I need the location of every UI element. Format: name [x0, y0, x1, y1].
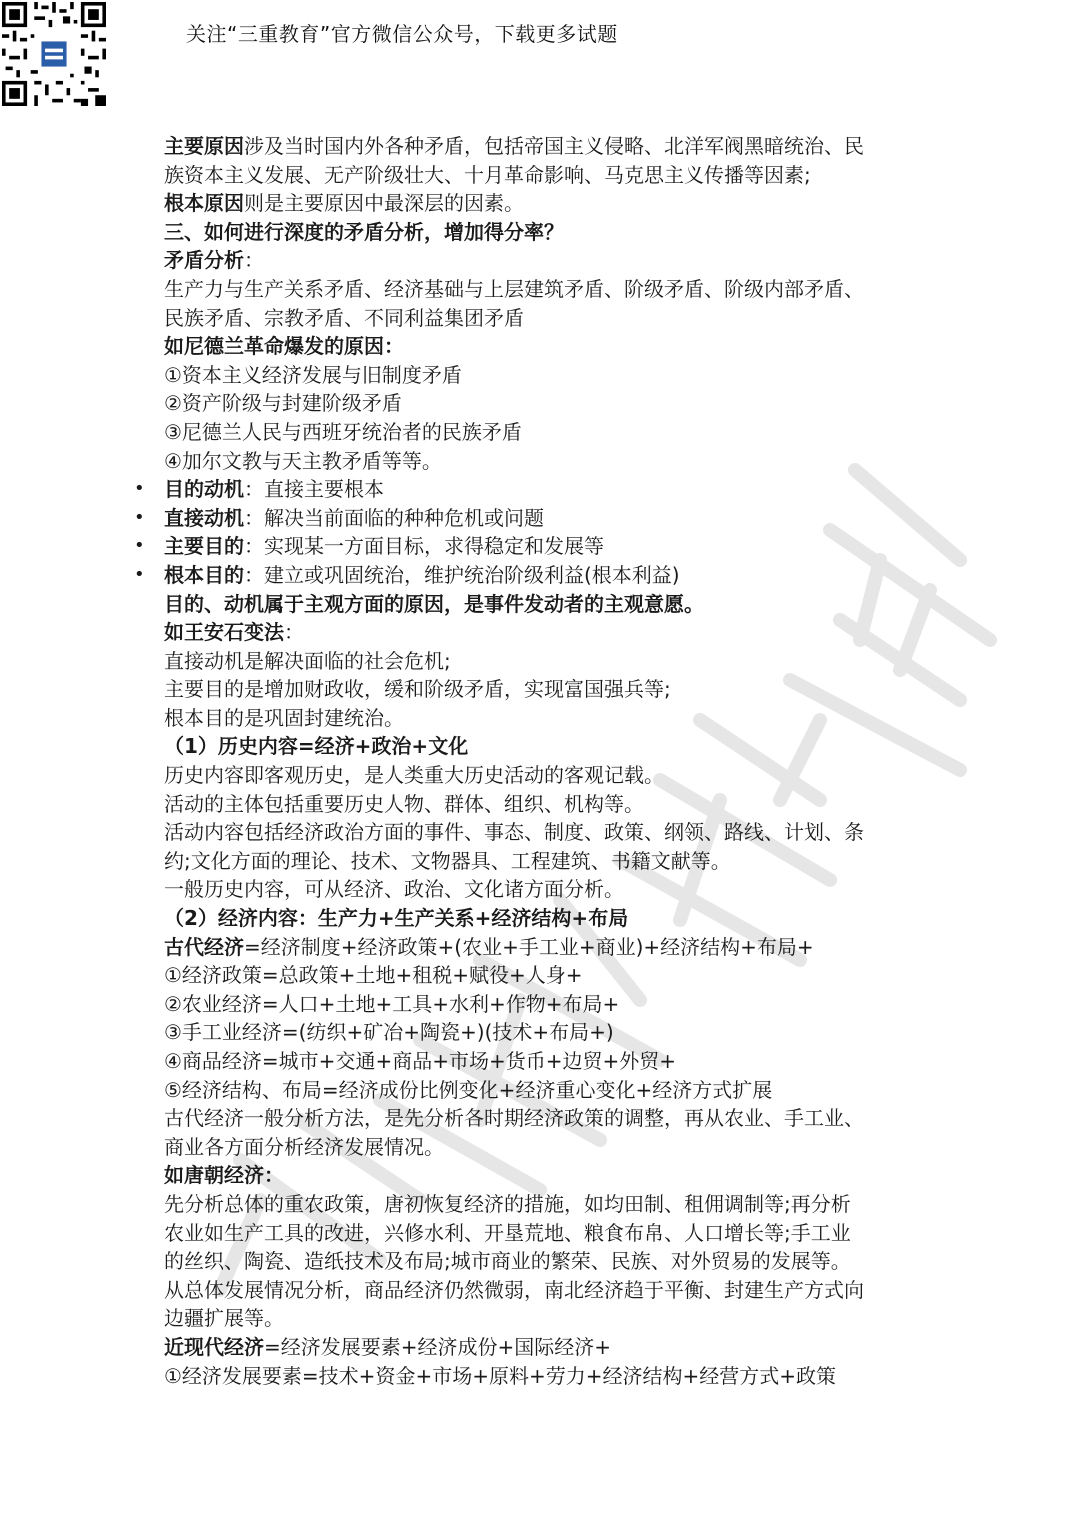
text-line [164, 275, 934, 304]
bullet-dot-icon: • [134, 563, 145, 585]
text-line [164, 1076, 934, 1105]
text-line [164, 1276, 934, 1305]
plain-text: 根本目的是巩固封建统治。 [164, 705, 404, 730]
text-line [164, 246, 934, 275]
text-line [164, 847, 934, 876]
plain-text: ： [284, 620, 304, 645]
text-line [164, 1247, 934, 1276]
bold-text: 如王安石变法 [164, 620, 284, 645]
plain-text: 先分析总体的重农政策，唐初恢复经济的措施，如均田制、租佣调制等;再分析 [164, 1191, 851, 1216]
text-line [164, 990, 934, 1019]
plain-text: 活动内容包括经济政治方面的事件、事态、制度、政策、纲领、路线、计划、条 [164, 820, 864, 845]
text-line [164, 590, 934, 619]
text-line [164, 704, 934, 733]
text-line [164, 218, 934, 247]
plain-text: ①经济发展要素=技术+资金+市场+原料+劳力+经济结构+经营方式+政策 [164, 1363, 836, 1388]
bullet-dot-icon: • [134, 478, 145, 500]
text-line [164, 732, 934, 761]
text-line [164, 361, 934, 390]
bold-text: （2）经济内容：生产力+生产关系+经济结构+布局 [164, 906, 629, 931]
text-line [164, 761, 934, 790]
plain-text: =经济制度+经济政策+(农业+手工业+商业)+经济结构+布局+ [244, 934, 814, 959]
text-line [164, 1133, 934, 1162]
plain-text: ：解决当前面临的种种危机或问题 [244, 505, 544, 530]
text-line [164, 1362, 934, 1391]
text-line [164, 647, 934, 676]
text-line [164, 933, 934, 962]
plain-text: 农业如生产工具的改进，兴修水利、开垦荒地、粮食布帛、人口增长等;手工业 [164, 1220, 851, 1245]
bullet-item [134, 532, 934, 561]
bold-text: 目的动机 [164, 477, 244, 502]
text-line [164, 818, 934, 847]
bold-text: 如唐朝经济： [164, 1163, 284, 1188]
text-line [164, 161, 934, 190]
text-line [164, 961, 934, 990]
plain-text: ④商品经济=城市+交通+商品+市场+货币+边贸+外贸+ [164, 1049, 676, 1073]
bullet-dot-icon: • [134, 535, 145, 557]
text-line [164, 1333, 934, 1362]
plain-text: 古代经济一般分析方法，是先分析各时期经济政策的调整，再从农业、手工业、 [164, 1106, 864, 1131]
qr-code-image [2, 2, 106, 106]
text-line [164, 1190, 934, 1219]
plain-text: ①经济政策=总政策+土地+租税+赋役+人身+ [164, 963, 583, 988]
bold-text: 矛盾分析 [164, 248, 244, 273]
text-line [164, 618, 934, 647]
plain-text: 主要目的是增加财政收，缓和阶级矛盾，实现富国强兵等; [164, 677, 671, 702]
plain-text: =经济发展要素+经济成份+国际经济+ [264, 1334, 612, 1359]
plain-text: 族资本主义发展、无产阶级壮大、十月革命影响、马克思主义传播等因素; [164, 162, 811, 187]
text-line [164, 418, 934, 447]
bold-text: （1）历史内容=经济+政治+文化 [164, 734, 469, 759]
bold-text: 主要目的 [164, 534, 244, 559]
plain-text: ③手工业经济=(纺织+矿冶+陶瓷+)(技术+布局+) [164, 1020, 614, 1045]
plain-text: 一般历史内容，可从经济、政治、文化诸方面分析。 [164, 877, 624, 902]
plain-text: 的丝织、陶瓷、造纸技术及布局;城市商业的繁荣、民族、对外贸易的发展等。 [164, 1249, 851, 1274]
plain-text: 商业各方面分析经济发展情况。 [164, 1134, 444, 1159]
plain-text: 边疆扩展等。 [164, 1306, 284, 1331]
plain-text: ②资产阶级与封建阶级矛盾 [164, 391, 402, 416]
text-line [164, 447, 934, 476]
plain-text: ④加尔文教与天主教矛盾等等。 [164, 448, 442, 473]
text-line [164, 1219, 934, 1248]
plain-text: 涉及当时国内外各种矛盾，包括帝国主义侵略、北洋军阀黑暗统治、民 [244, 134, 864, 158]
bold-text: 古代经济 [164, 934, 244, 959]
text-line [164, 304, 934, 333]
plain-text: 历史内容即客观历史，是人类重大历史活动的客观记载。 [164, 763, 664, 788]
text-line [164, 189, 934, 218]
text-line [164, 790, 934, 819]
bullet-item [134, 561, 934, 590]
plain-text: ⑤经济结构、布局=经济成份比例变化+经济重心变化+经济方式扩展 [164, 1077, 773, 1102]
plain-text: ：建立或巩固统治，维护统治阶级利益(根本利益) [244, 562, 680, 587]
text-line [164, 1161, 934, 1190]
bold-text: 根本原因 [164, 191, 244, 216]
bold-text: 主要原因 [164, 134, 244, 158]
plain-text: ：直接主要根本 [244, 477, 384, 502]
plain-text: 民族矛盾、宗教矛盾、不同利益集团矛盾 [164, 305, 524, 330]
document-body [134, 132, 934, 1390]
text-line [164, 1104, 934, 1133]
text-line [164, 389, 934, 418]
text-line [164, 1047, 934, 1076]
plain-text: ②农业经济=人口+土地+工具+水利+作物+布局+ [164, 991, 620, 1016]
text-line [164, 132, 934, 161]
plain-text: 活动的主体包括重要历史人物、群体、组织、机构等。 [164, 791, 644, 816]
bold-text: 直接动机 [164, 505, 244, 530]
bold-text: 近现代经济 [164, 1334, 264, 1359]
plain-text: 则是主要原因中最深层的因素。 [244, 191, 524, 216]
bullet-item [134, 475, 934, 504]
text-line [164, 1018, 934, 1047]
text-line [164, 332, 934, 361]
header-promo-text: 关注“三重教育”官方微信公众号，下载更多试题 [186, 22, 618, 46]
text-line [164, 1304, 934, 1333]
plain-text: ①资本主义经济发展与旧制度矛盾 [164, 362, 462, 387]
text-line [164, 904, 934, 933]
plain-text: 约;文化方面的理论、技术、文物器具、工程建筑、书籍文献等。 [164, 848, 731, 873]
plain-text: ： [244, 248, 264, 273]
plain-text: ③尼德兰人民与西班牙统治者的民族矛盾 [164, 419, 522, 444]
plain-text: 从总体发展情况分析，商品经济仍然微弱，南北经济趋于平衡、封建生产方式向 [164, 1277, 864, 1302]
bold-text: 如尼德兰革命爆发的原因： [164, 334, 404, 359]
plain-text: ：实现某一方面目标，求得稳定和发展等 [244, 534, 604, 559]
text-line [164, 675, 934, 704]
bold-text: 目的、动机属于主观方面的原因，是事件发动者的主观意愿。 [164, 591, 704, 616]
bullet-item [134, 504, 934, 533]
bold-text: 三、如何进行深度的矛盾分析，增加得分率？ [164, 219, 564, 244]
bold-text: 根本目的 [164, 562, 244, 587]
text-line [164, 875, 934, 904]
bullet-dot-icon: • [134, 506, 145, 528]
plain-text: 生产力与生产关系矛盾、经济基础与上层建筑矛盾、阶级矛盾、阶级内部矛盾、 [164, 276, 864, 301]
plain-text: 直接动机是解决面临的社会危机; [164, 648, 451, 673]
